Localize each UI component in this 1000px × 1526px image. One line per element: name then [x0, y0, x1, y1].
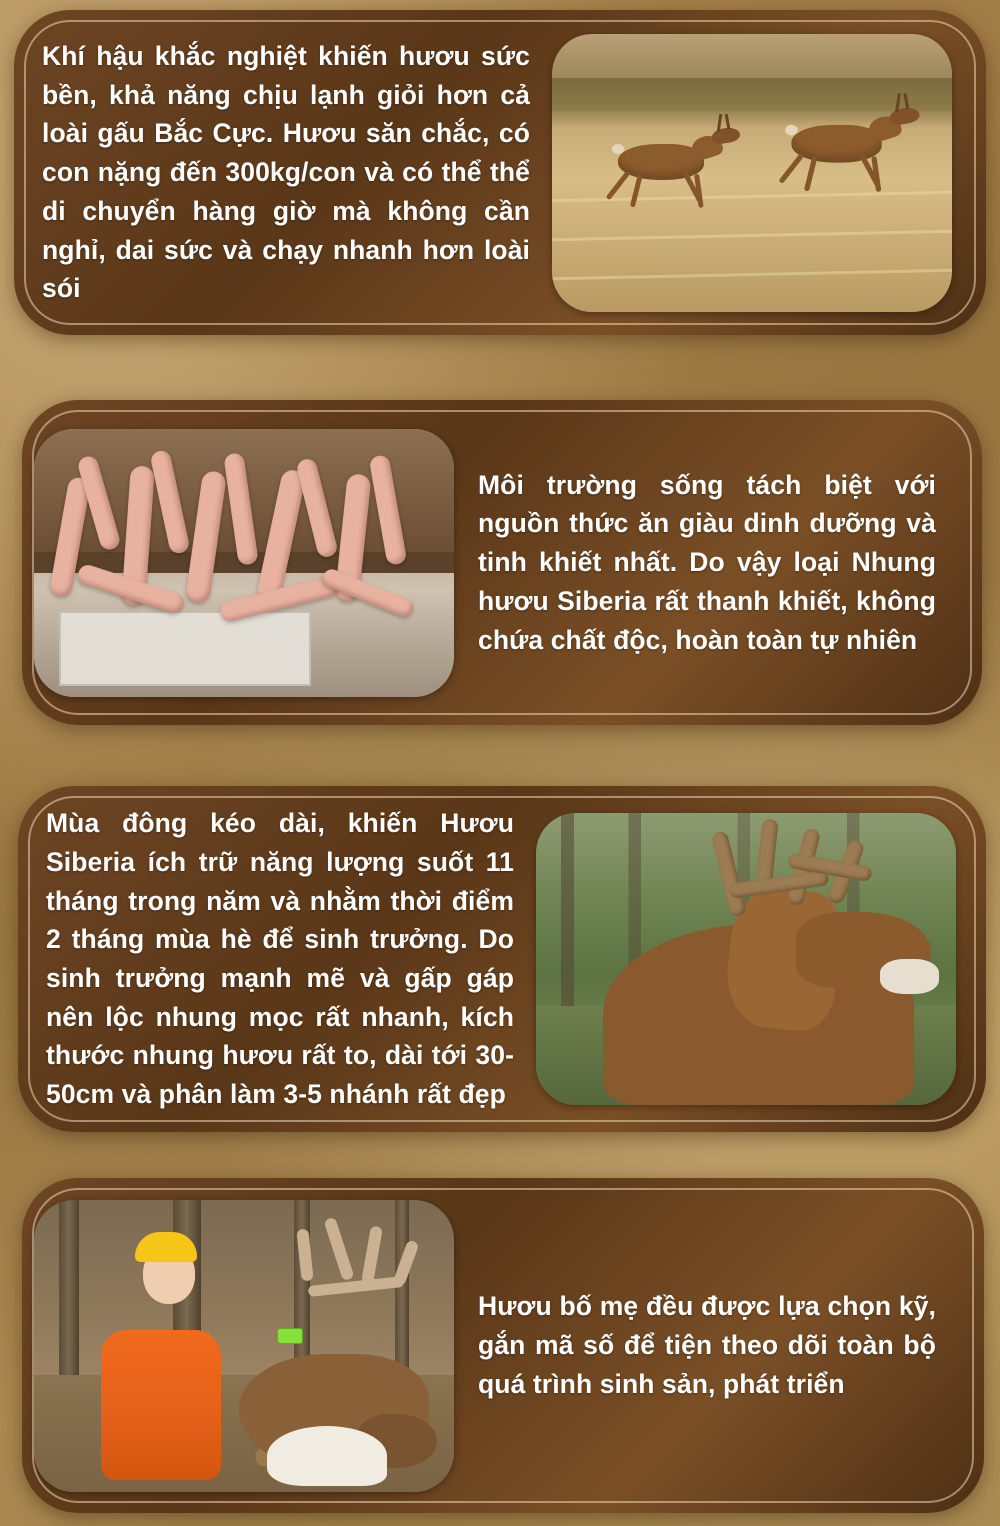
- info-card-1: [14, 10, 986, 335]
- harvested-deer-antlers-on-shelf-photo: [34, 429, 454, 697]
- grass-streak: [552, 268, 952, 281]
- buck-antler-beam: [307, 1276, 404, 1297]
- green-ear-tag: [277, 1328, 303, 1344]
- tree-trunk: [59, 1200, 79, 1381]
- stag-muzzle: [880, 959, 939, 994]
- deer-leg: [778, 152, 804, 183]
- info-card-2: [22, 400, 982, 725]
- deer-leg: [606, 170, 631, 200]
- card-3-text: Mùa đông kéo dài, khiến Hươu Siberia ích trữ năng lượng suốt 11 tháng trong năm và nhằm thời điểm 2 tháng mùa hè để sinh trưởng. Do sinh trưởng mạnh mẽ và gấp gáp nên lộc nhung mọc rất nhanh, kích thước nhung hươu rất to, dài tới 30-50cm và phân làm 3-5 nhánh rất đẹp: [46, 808, 514, 1110]
- tree-trunk: [395, 1200, 409, 1381]
- white-tray: [59, 611, 311, 686]
- deer-figure: [773, 110, 920, 188]
- buck-antler-branch: [323, 1217, 354, 1282]
- deer-leg: [630, 173, 643, 207]
- deer-leg: [804, 155, 818, 191]
- deer-leg: [871, 155, 881, 191]
- deer-tail: [612, 144, 624, 154]
- info-card-4: [22, 1178, 984, 1513]
- deer-antler-icon: [725, 113, 731, 128]
- deer-head: [711, 125, 741, 145]
- buck-antler-branch: [361, 1225, 383, 1284]
- card-2-text: Môi trường sống tách biệt với nguồn thức ăn giàu dinh dưỡng và tinh khiết nhất. Do vậy loại Nhung hươu Siberia rất thanh khiết, không chứa chất độc, hoàn toàn tự nhiên: [478, 469, 936, 655]
- buck-white-chest: [267, 1426, 387, 1486]
- deer-tail: [785, 124, 798, 135]
- card-4-text: Hươu bố mẹ đều được lựa chọn kỹ, gắn mã số để tiện theo dõi toàn bộ quá trình sinh sản, phát triển: [478, 1291, 936, 1399]
- hunter-orange-vest: [101, 1330, 221, 1480]
- two-deer-running-on-dry-grassland-photo: [552, 34, 952, 312]
- woman-tagging-deer-in-forest-photo: [34, 1200, 454, 1492]
- deer-leg: [694, 173, 704, 207]
- info-card-3: [18, 786, 986, 1132]
- deer-figure: [600, 130, 740, 204]
- card-1-text: Khí hậu khắc nghiệt khiến hươu sức bền, khả năng chịu lạnh giỏi hơn cả loài gấu Bắc Cực. Hươu săn chắc, có con nặng đến 300kg/con và có thể thể di chuyển hàng giờ mà không cần nghỉ, dai sức và chạy nhanh hơn loài sói: [42, 41, 530, 304]
- grass-streak: [552, 229, 952, 242]
- stag-with-velvet-antlers-photo: [536, 813, 956, 1105]
- field-ridge: [552, 78, 952, 111]
